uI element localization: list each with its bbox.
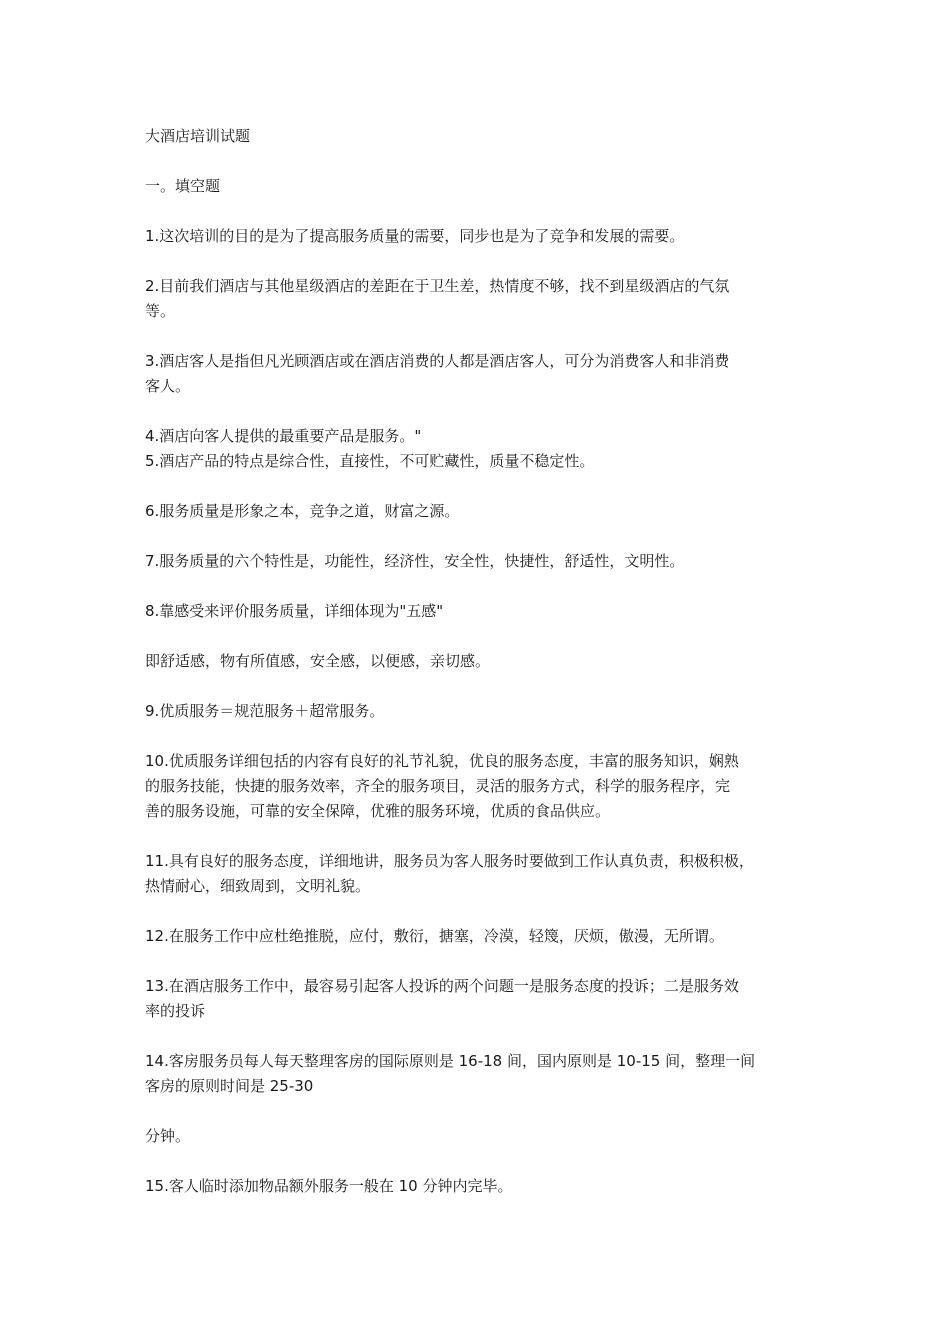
text-line: 5.酒店产品的特点是综合性，直接性，不可贮藏性，质量不稳定性。	[145, 452, 595, 470]
text-line: 率的投诉	[145, 1002, 206, 1020]
text-line: 14.客房服务员每人每天整理客房的国际原则是 16-18 间，国内原则是 10-15 间，整理一间	[145, 1052, 756, 1070]
question-14-continuation	[145, 1124, 817, 1149]
text-line: 8.靠感受来评价服务质量，详细体现为"五感"	[145, 602, 444, 620]
section-heading	[145, 174, 817, 199]
question-6	[145, 499, 817, 524]
document-body	[145, 124, 817, 1199]
question-2	[145, 274, 817, 324]
text-line: 客房的原则时间是 25-30	[145, 1077, 314, 1095]
question-10	[145, 749, 817, 824]
question-13	[145, 974, 817, 1024]
question-14	[145, 1049, 817, 1099]
text-line: 热情耐心，细致周到，文明礼貌。	[145, 877, 371, 895]
question-8-continuation	[145, 649, 817, 674]
text-line: 15.客人临时添加物品额外服务一般在 10 分钟内完毕。	[145, 1177, 513, 1195]
question-3	[145, 349, 817, 399]
text-line: 即舒适感，物有所值感，安全感，以便感，亲切感。	[145, 652, 491, 670]
text-line: 2.目前我们酒店与其他星级酒店的差距在于卫生差，热情度不够，找不到星级酒店的气氛	[145, 277, 730, 295]
section-heading-text: 一。填空题	[145, 177, 221, 195]
text-line: 等。	[145, 302, 176, 320]
text-line: 11.具有良好的服务态度，详细地讲，服务员为客人服务时要做到工作认真负责，积极积极，	[145, 852, 754, 870]
text-line: 7.服务质量的六个特性是，功能性，经济性，安全性，快捷性，舒适性，文明性。	[145, 552, 685, 570]
question-12	[145, 924, 817, 949]
text-line: 6.服务质量是形象之本，竞争之道，财富之源。	[145, 502, 460, 520]
text-line: 3.酒店客人是指但凡光顾酒店或在酒店消费的人都是酒店客人，可分为消费客人和非消费	[145, 352, 730, 370]
text-line: 9.优质服务＝规范服务＋超常服务。	[145, 702, 385, 720]
text-line: 13.在酒店服务工作中，最容易引起客人投诉的两个问题一是服务态度的投诉；二是服务效	[145, 977, 739, 995]
question-11	[145, 849, 817, 899]
question-15	[145, 1174, 817, 1199]
text-line: 分钟。	[145, 1127, 191, 1145]
text-line: 10.优质服务详细包括的内容有良好的礼节礼貌，优良的服务态度，丰富的服务知识，娴熟	[145, 752, 739, 770]
title-text: 大酒店培训试题	[145, 127, 251, 145]
text-line: 12.在服务工作中应杜绝推脱，应付，敷衍，搪塞，冷漠，轻篾，厌烦，傲漫，无所谓。	[145, 927, 724, 945]
document-title	[145, 124, 817, 149]
question-1	[145, 224, 817, 249]
text-line: 4.酒店向客人提供的最重要产品是服务。"	[145, 427, 422, 445]
question-8	[145, 599, 817, 624]
question-7	[145, 549, 817, 574]
question-9	[145, 699, 817, 724]
text-line: 1.这次培训的目的是为了提高服务质量的需要，同步也是为了竞争和发展的需要。	[145, 227, 685, 245]
question-4-5	[145, 424, 817, 474]
text-line: 的服务技能，快捷的服务效率，齐全的服务项目，灵活的服务方式，科学的服务程序，完	[145, 777, 731, 795]
text-line: 善的服务设施，可靠的安全保障，优雅的服务环境，优质的食品供应。	[145, 802, 611, 820]
text-line: 客人。	[145, 377, 191, 395]
